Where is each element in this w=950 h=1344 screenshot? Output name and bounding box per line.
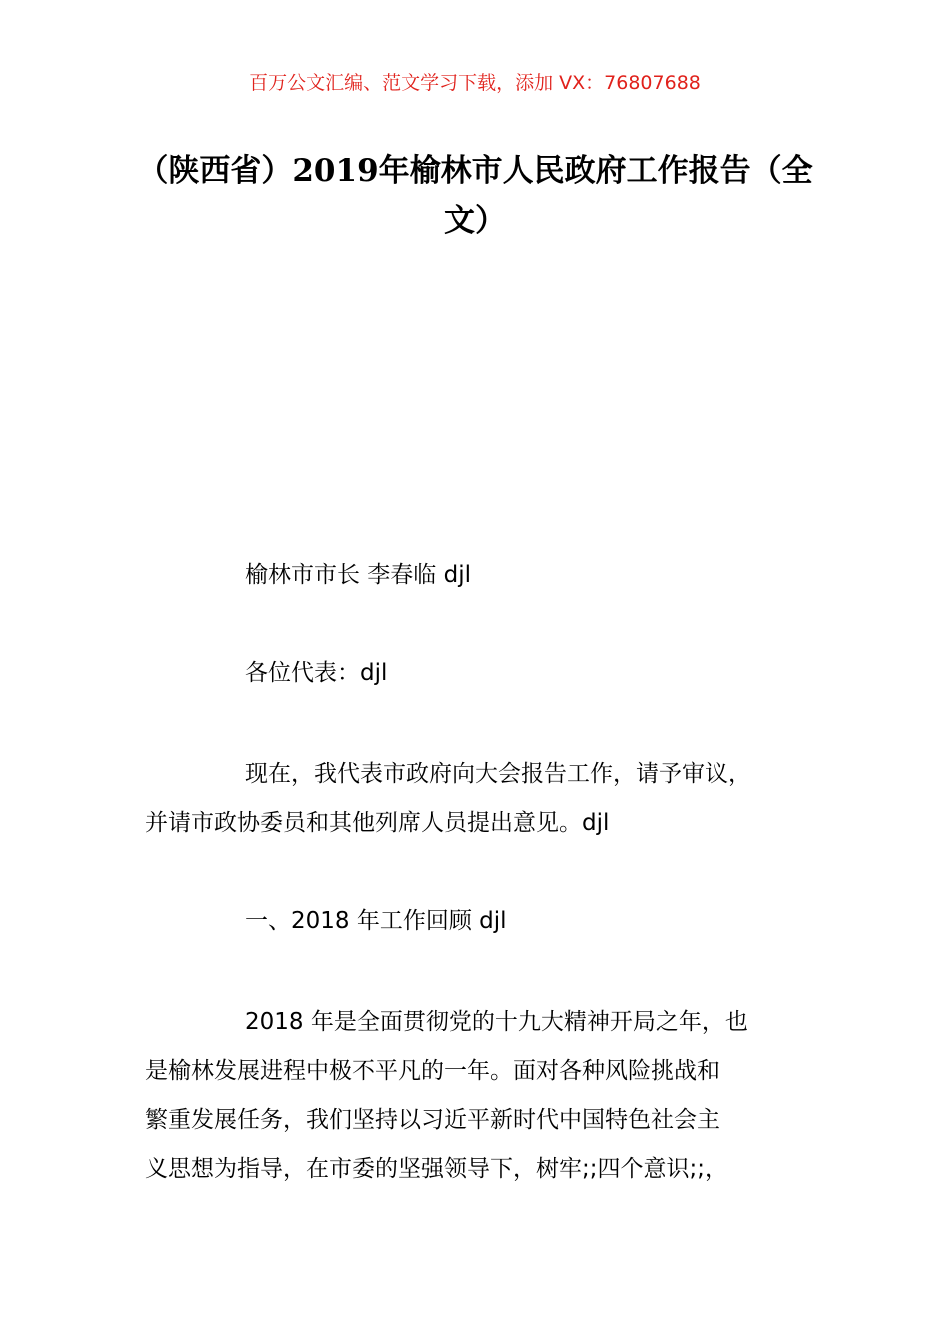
download-notice: 百万公文汇编、范文学习下载，添加 VX：76807688 (249, 72, 701, 94)
author-line: 榆林市市长 李春临 djl (245, 562, 472, 588)
intro-line-1: 现在，我代表市政府向大会报告工作，请予审议， (245, 761, 751, 787)
review-line-4: 义思想为指导，在市委的坚强领导下，树牢;;四个意识;;， (145, 1156, 728, 1182)
intro-line-2: 并请市政协委员和其他列席人员提出意见。djl (145, 810, 610, 836)
review-line-2: 是榆林发展进程中极不平凡的一年。面对各种风险挑战和 (145, 1058, 720, 1084)
intro-paragraph (145, 750, 835, 848)
review-paragraph (145, 998, 835, 1194)
salutation: 各位代表：djl (245, 660, 388, 686)
title-main: 年榆林市人民政府工作报告（全文） (378, 153, 813, 239)
title-year: 2019 (292, 153, 379, 189)
document-title (120, 146, 830, 246)
section-1-heading: 一、2018 年工作回顾 djl (245, 908, 507, 934)
review-line-3: 繁重发展任务，我们坚持以习近平新时代中国特色社会主 (145, 1107, 720, 1133)
review-line-1: 2018 年是全面贯彻党的十九大精神开局之年，也 (245, 1009, 748, 1035)
title-province: （陕西省） (137, 153, 293, 189)
